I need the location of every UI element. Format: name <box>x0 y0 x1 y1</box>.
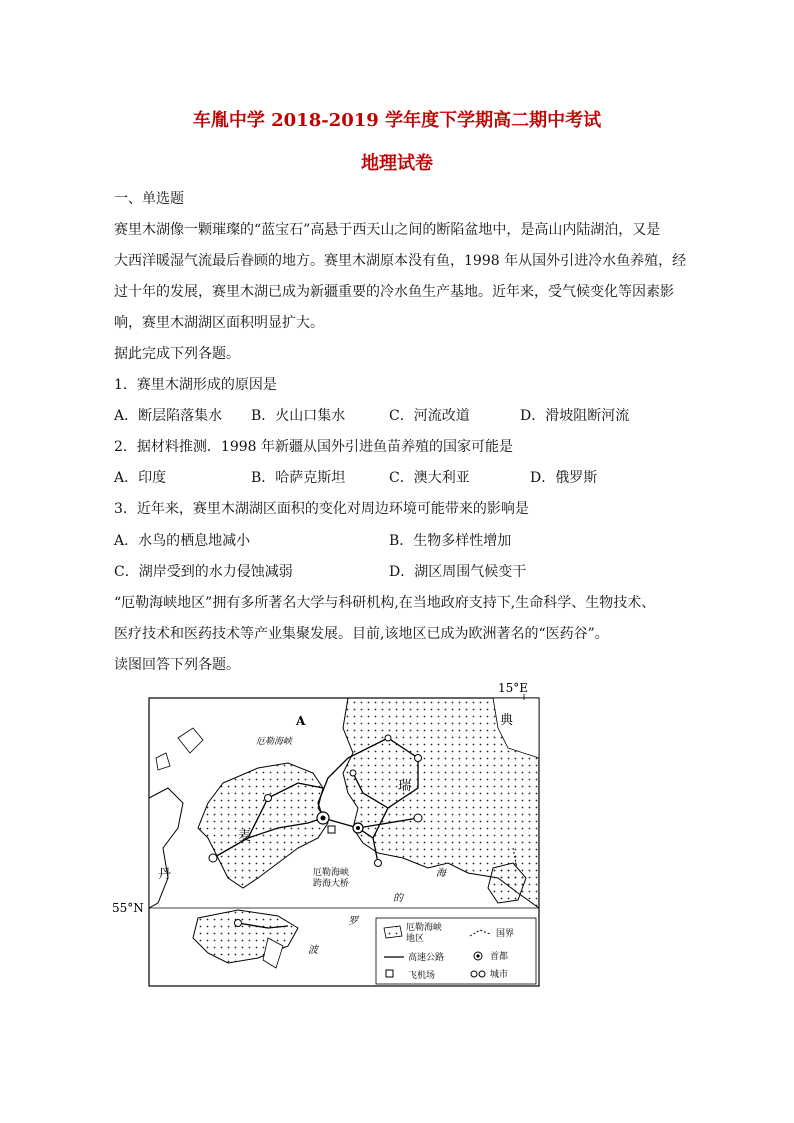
legend-capital: 首都 <box>490 952 509 962</box>
denmark-char-2: 丹 <box>158 867 172 882</box>
question-3-option-b: B．生物多样性增加 <box>389 533 512 549</box>
question-1-stem: 1．赛里木湖形成的原因是 <box>114 377 277 393</box>
sweden-char-2: 瑞 <box>398 779 412 794</box>
question-2-option-c: C．澳大利亚 <box>389 470 470 486</box>
question-1-option-a: A．断层陷落集水 <box>114 408 223 424</box>
passage1-line-4: 响，赛里木湖湖区面积明显扩大。 <box>114 315 324 331</box>
airport-marker <box>328 826 335 833</box>
question-3-option-d: D．湖区周围气候变干 <box>389 564 527 580</box>
instruction-2: 读图回答下列各题。 <box>114 657 240 673</box>
sweden-char-1: 典 <box>500 713 514 728</box>
sea-char-3: 罗 <box>348 916 358 927</box>
oresund-map <box>112 678 540 988</box>
passage1-line-2: 大西洋暖湿气流最后眷顾的地方。赛里木湖原本没有鱼，1998 年从国外引进冷水鱼养殖，经 <box>114 253 687 269</box>
sea-char-4: 波 <box>308 945 318 956</box>
question-3-stem: 3．近年来，赛里木湖湖区面积的变化对周边环境可能带来的影响是 <box>114 501 529 517</box>
question-1-option-d: D．滑坡阻断河流 <box>520 408 630 424</box>
lat-label: 55°N <box>112 901 144 915</box>
sea-char-1: 海 <box>436 868 446 879</box>
exam-subtitle: 地理试卷 <box>361 153 433 174</box>
strait-label: 厄勒海峡 <box>256 737 293 747</box>
passage2-line-1: “厄勒海峡地区”拥有多所著名大学与科研机构,在当地政府支持下,生命科学、生物技术、 <box>114 595 656 611</box>
point-a-label: A <box>296 714 306 728</box>
passage1-line-3: 过十年的发展，赛里木湖已成为新疆重要的冷水鱼生产基地。近年来，受气候变化等因素影 <box>114 284 674 300</box>
legend-region-1: 厄勒海峡 <box>406 923 443 933</box>
question-2-option-d: D．俄罗斯 <box>530 470 598 486</box>
legend-highway: 高速公路 <box>408 953 445 963</box>
bridge-label-1: 厄勒海峡 <box>313 868 350 878</box>
lon-label: 15°E <box>498 681 529 695</box>
bridge-label-2: 跨海大桥 <box>313 879 350 889</box>
question-3-option-c: C．湖岸受到的水力侵蚀减弱 <box>114 564 293 580</box>
legend-airport: 飞机场 <box>408 971 436 981</box>
passage1-line-1: 赛里木湖像一颗璀璨的“蓝宝石”高悬于西天山之间的断陷盆地中，是高山内陆湖泊，又是 <box>114 222 661 238</box>
question-2-stem: 2．据材料推测．1998 年新疆从国外引进鱼苗养殖的国家可能是 <box>114 439 513 455</box>
legend-region-2: 地区 <box>406 934 425 944</box>
question-3-option-a: A．水鸟的栖息地减小 <box>114 533 251 549</box>
question-1-option-c: C．河流改道 <box>389 408 470 424</box>
section-heading: 一、单选题 <box>114 191 184 207</box>
legend-city: 城市 <box>490 970 509 980</box>
sea-char-2: 的 <box>393 893 403 904</box>
exam-title: 车胤中学 2018-2019 学年度下学期高二期中考试 <box>192 110 602 131</box>
instruction-1: 据此完成下列各题。 <box>114 346 240 362</box>
question-1-option-b: B．火山口集水 <box>251 408 346 424</box>
legend-border: 国界 <box>496 929 515 939</box>
question-2-option-b: B．哈萨克斯坦 <box>251 470 346 486</box>
passage2-line-2: 医疗技术和医药技术等产业集聚发展。目前,该地区已成为欧洲著名的“医药谷”。 <box>114 626 609 642</box>
denmark-char-1: 麦 <box>238 829 252 844</box>
question-2-option-a: A．印度 <box>114 470 167 486</box>
